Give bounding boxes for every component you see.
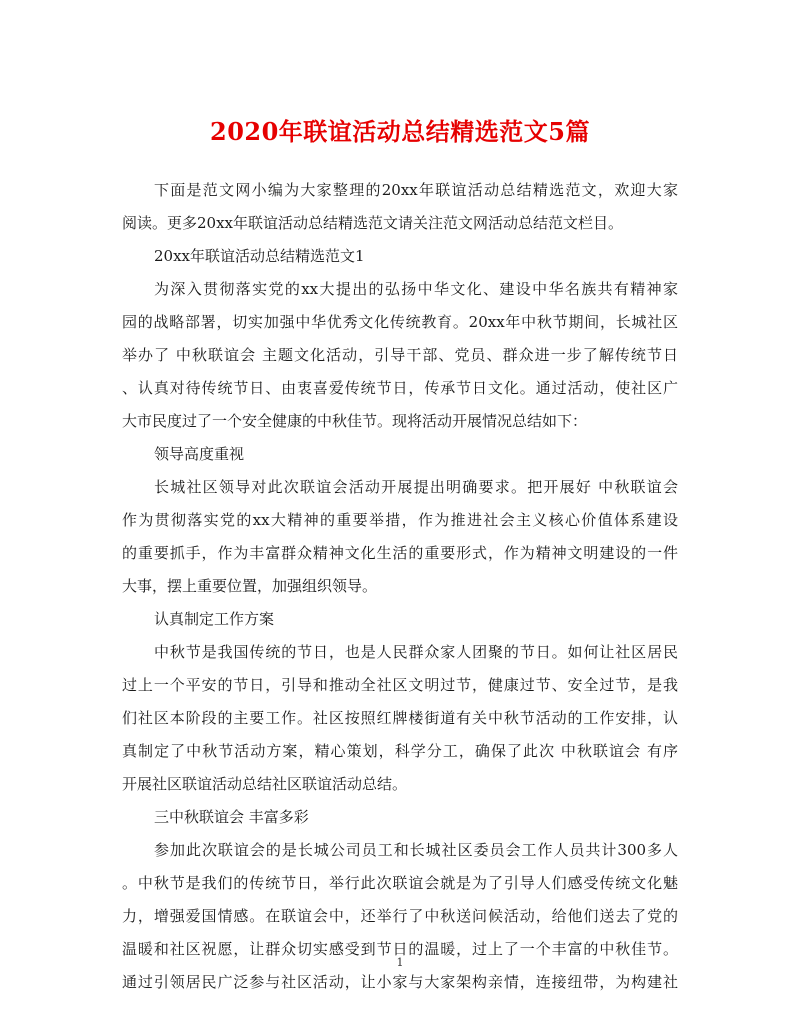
text-line: 。中秋节是我们的传统节日，举行此次联谊会就是为了引导人们感受传统文化魅 [122,874,678,892]
text-line: 过上一个平安的节日，引导和推动全社区文明过节，健康过节、安全过节，是我 [122,676,678,694]
text-line: 们社区本阶段的主要工作。社区按照红牌楼街道有关中秋节活动的工作安排，认 [122,709,678,727]
text-line: 真制定了中秋节活动方案，精心策划，科学分工，确保了此次 中秋联谊会 有序 [122,742,678,760]
text-line: 领导高度重视 [154,445,245,463]
text-line: 的重要抓手，作为丰富群众精神文化生活的重要形式，作为精神文明建设的一件 [122,544,678,562]
text-line: 三中秋联谊会 丰富多彩 [154,808,309,826]
text-line: 、认真对待传统节日、由衷喜爱传统节日，传承节日文化。通过活动，使社区广 [122,379,678,397]
text-line: 大市民度过了一个安全健康的中秋佳节。现将活动开展情况总结如下： [122,412,588,430]
text-line: 长城社区领导对此次联谊会活动开展提出明确要求。把开展好 中秋联谊会 [154,478,678,496]
text-line: 温暖和社区祝愿，让群众切实感受到节日的温暖，过上了一个丰富的中秋佳节。 [122,940,678,958]
text-line: 开展社区联谊活动总结社区联谊活动总结。 [122,775,408,793]
text-line: 作为贯彻落实党的xx大精神的重要举措，作为推进社会主义核心价值体系建设 [122,511,678,529]
text-line: 阅读。更多20xx年联谊活动总结精选范文请关注范文网活动总结范文栏目。 [122,214,624,232]
text-line: 认真制定工作方案 [154,610,275,628]
text-line: 下面是范文网小编为大家整理的20xx年联谊活动总结精选范文，欢迎大家 [154,181,678,199]
text-line: 力，增强爱国情感。在联谊会中，还举行了中秋送问候活动，给他们送去了党的 [122,907,678,925]
text-line: 参加此次联谊会的是长城公司员工和长城社区委员会工作人员共计300多人 [154,841,678,859]
text-line: 中秋节是我国传统的节日，也是人民群众家人团聚的节日。如何让社区居民 [154,643,678,661]
text-line: 大事，摆上重要位置，加强组织领导。 [122,577,378,595]
text-line: 举办了 中秋联谊会 主题文化活动，引导干部、党员、群众进一步了解传统节日 [122,346,678,364]
document-body [122,174,678,999]
text-line: 园的战略部署，切实加强中华优秀文化传统教育。20xx年中秋节期间，长城社区 [122,313,678,331]
text-line: 通过引领居民广泛参与社区活动，让小家与大家架构亲情，连接纽带，为构建社 [122,973,678,991]
text-line: 20xx年联谊活动总结精选范文1 [154,247,365,265]
document-title: 2020年联谊活动总结精选范文5篇 [210,117,590,146]
page-number: 1 [396,956,404,969]
text-line: 为深入贯彻落实党的xx大提出的弘扬中华文化、建设中华名族共有精神家 [154,280,678,298]
